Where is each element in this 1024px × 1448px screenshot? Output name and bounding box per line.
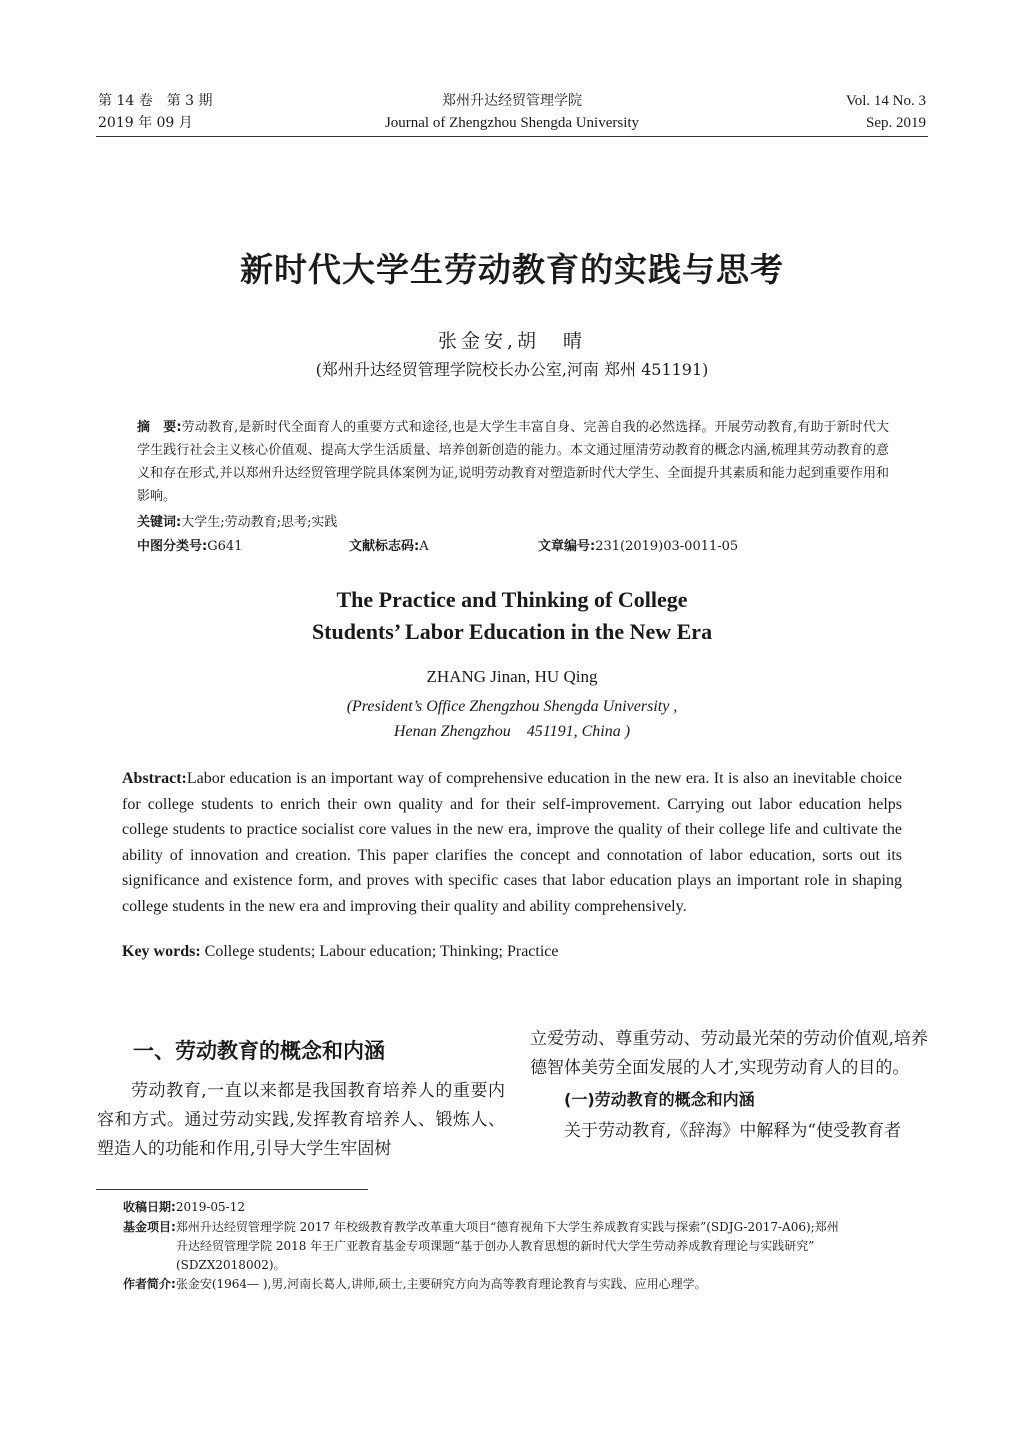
article-number-value: 231(2019)03-0011-05 [595, 539, 739, 554]
authors-en: ZHANG Jinan, HU Qing [426, 667, 598, 686]
keywords-cn-text: 大学生;劳动教育;思考;实践 [181, 515, 338, 530]
subsection-heading: (一)劳动教育的概念和内涵 [564, 1090, 755, 1109]
document-code-value: A [419, 539, 429, 554]
authors-cn: 张金安,胡 晴 [437, 330, 587, 352]
abstract-cn-label: 摘 要: [137, 420, 182, 435]
fund-line2: 升达经贸管理学院 2018 年王广亚教育基金专项课题“基于创办人教育思想的新时代大学生劳动养成教育理论与实践研究” [176, 1239, 815, 1253]
author-bio-label: 作者简介: [123, 1277, 176, 1291]
article-number-label: 文章编号: [538, 539, 596, 554]
abstract-cn-text: 劳动教育,是新时代全面育人的重要方式和途径,也是大学生丰富自身、完善自我的必然选择。开展劳动教育,有助于新时代大学生践行社会主义核心价值观、提高大学生活质量、培养创新创造的能力。本文通过厘清劳动教育的概念内涵,梳理其劳动教育的意义和存在形式,并以郑州升达经贸管理学院具体案例为证,说明劳动教育对塑造新时代大学生、全面提升其素质和能力起到重要作用和影响。 [137, 420, 889, 504]
volume-issue-en: Vol. 14 No. 3 [845, 93, 926, 109]
keywords-cn [137, 511, 337, 530]
affiliation-en-line2: Henan Zhengzhou 451191, China ) [393, 723, 631, 740]
clc-number [137, 535, 349, 554]
paper-title-en-line2: Students’ Labor Education in the New Era [311, 619, 713, 644]
abstract-en-text: Labor education is an important way of comprehensive education in the new era. It is also an inevitable choice for college students to enrich their own quality and for their self-improvement. Carrying out labor education helps college students to practice socialist core values in the new era, improve the quality of their college life and cultivate the ability of innovation and creation. This paper clarifies the concept and connotation of labor education, sorts out its significance and existence form, and proves with specific cases that labor education plays an important role in shaping college students in the new era and improving their quality and ability comprehensively. [122, 770, 902, 915]
body-paragraph: 劳动教育,一直以来都是我国教育培养人的重要内容和方式。通过劳动实践,发挥教育培养人、锻炼人、塑造人的功能和作用,引导大学生牢固树 [97, 1081, 505, 1159]
affiliation-en [0, 694, 1024, 744]
body-paragraph-continued: 立爱劳动、尊重劳动、劳动最光荣的劳动价值观,培养德智体美劳全面发展的人才,实现劳动育人的目的。 [530, 1029, 928, 1078]
received-value: 2019-05-12 [175, 1200, 245, 1214]
document-code-label: 文献标志码: [349, 539, 420, 554]
footnote-received [123, 1198, 929, 1217]
publication-date-en: Sep. 2019 [866, 115, 926, 131]
affiliation-en-line1: (President’s Office Zhengzhou Shengda University , [346, 698, 678, 715]
header-divider [96, 136, 928, 137]
body-column-right [530, 1025, 928, 1146]
abstract-cn [137, 416, 889, 508]
document-code [349, 535, 538, 554]
paper-title-en [0, 584, 1024, 648]
fund-line1: 郑州升达经贸管理学院 2017 年校级教育教学改革重大项目“德育视角下大学生养成教育实践与探索”(SDJG-2017-A06);郑州 [175, 1220, 839, 1234]
footnote-fund [123, 1218, 929, 1275]
fund-label: 基金项目: [123, 1220, 176, 1234]
publication-date-cn: 2019 年 09 月 [98, 115, 193, 131]
footnote-divider [96, 1189, 368, 1190]
body-paragraph: 关于劳动教育,《辞海》中解释为“使受教育者 [564, 1121, 902, 1141]
article-number [538, 535, 738, 554]
volume-issue: 第 14 卷 第 3 期 [98, 93, 213, 109]
journal-name-cn: 郑州升达经贸管理学院 [442, 93, 582, 109]
journal-name-en: Journal of Zhengzhou Shengda University [384, 115, 640, 131]
keywords-en [122, 943, 559, 961]
keywords-en-label: Key words: [122, 943, 201, 960]
affiliation-cn: (郑州升达经贸管理学院校长办公室,河南 郑州 451191) [315, 360, 709, 379]
clc-label: 中图分类号: [137, 539, 208, 554]
paper-title-en-line1: The Practice and Thinking of College [336, 587, 688, 612]
classification-row [137, 535, 897, 554]
keywords-cn-label: 关键词: [137, 515, 182, 530]
received-label: 收稿日期: [123, 1200, 176, 1214]
paper-title-cn: 新时代大学生劳动教育的实践与思考 [240, 250, 784, 289]
section-heading: 一、劳动教育的概念和内涵 [133, 1039, 385, 1063]
abstract-en [122, 766, 902, 919]
clc-value: G641 [207, 539, 243, 554]
journal-issue-info-en [846, 90, 926, 134]
abstract-en-label: Abstract: [122, 770, 187, 787]
footnote-author [123, 1275, 929, 1294]
body-column-left [97, 1035, 505, 1164]
fund-line3: (SDZX2018002)。 [176, 1258, 286, 1272]
author-bio-value: 张金安(1964— ),男,河南长葛人,讲师,硕士,主要研究方向为高等教育理论教育与实践、应用心理学。 [175, 1277, 707, 1291]
keywords-en-text: College students; Labour education; Thinking; Practice [204, 943, 559, 960]
